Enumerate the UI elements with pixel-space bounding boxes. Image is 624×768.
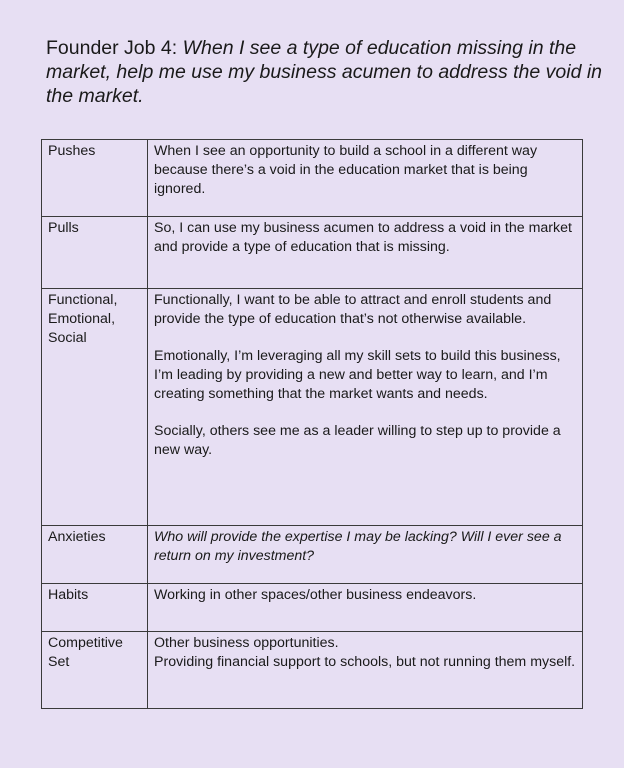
row-content-anxieties — [148, 526, 583, 584]
table-row-pushes — [42, 140, 583, 217]
emotional-text: Emotionally, I’m leveraging all my skill sets to build this business, I’m leading by providing a new and better way to learn, and I’m creating something that the market wants and needs. — [154, 348, 561, 402]
table-row-habits — [42, 584, 583, 632]
title-question: When I see a type of education missing in the market, help me use my business acumen to address the void in the market. — [46, 37, 603, 107]
row-label-anxieties: Anxieties — [42, 526, 148, 584]
table-row-competitive-set — [42, 632, 583, 709]
row-content-pushes — [148, 140, 583, 217]
row-label-competitive-set: Competitive Set — [42, 632, 148, 709]
habits-text: Working in other spaces/other business endeavors. — [154, 587, 477, 603]
table-row-pulls — [42, 217, 583, 289]
row-content-functional-emotional-social — [148, 289, 583, 526]
row-content-habits — [148, 584, 583, 632]
row-content-competitive-set — [148, 632, 583, 709]
page-title — [46, 36, 606, 108]
row-label-pushes: Pushes — [42, 140, 148, 217]
jobs-table — [41, 139, 583, 709]
row-label-pulls: Pulls — [42, 217, 148, 289]
title-lead: Founder Job 4: — [46, 37, 183, 59]
table-row-anxieties — [42, 526, 583, 584]
pulls-text: So, I can use my business acumen to address a void in the market and provide a type of education that is missing. — [154, 220, 572, 255]
functional-text: Functionally, I want to be able to attract and enroll students and provide the type of education that’s not otherwise available. — [154, 292, 552, 327]
anxieties-text: Who will provide the expertise I may be lacking? Will I ever see a return on my investment? — [154, 529, 562, 564]
competitive-line-2: Providing financial support to schools, but not running them myself. — [154, 654, 576, 670]
row-label-habits: Habits — [42, 584, 148, 632]
pushes-text: When I see an opportunity to build a school in a different way because there’s a void in the education market that is being ignored. — [154, 143, 538, 197]
table-row-functional-emotional-social — [42, 289, 583, 526]
social-text: Socially, others see me as a leader willing to step up to provide a new way. — [154, 423, 561, 458]
competitive-line-1: Other business opportunities. — [154, 635, 339, 651]
row-content-pulls — [148, 217, 583, 289]
row-label-functional-emotional-social: Functional, Emotional, Social — [42, 289, 148, 526]
